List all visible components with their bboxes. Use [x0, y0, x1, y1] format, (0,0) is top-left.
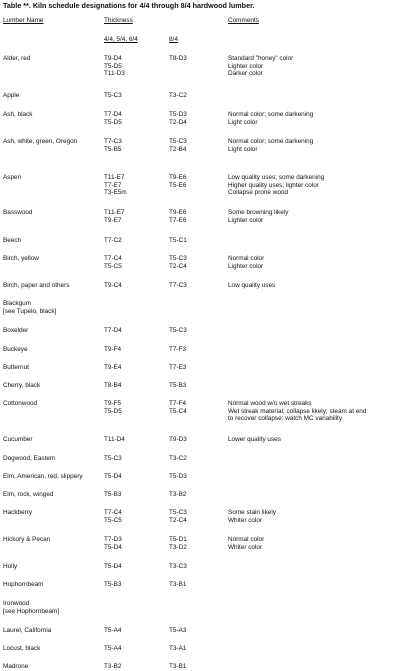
header-lumber-name: Lumber Name	[3, 17, 44, 24]
thick-schedule-cell	[169, 491, 186, 499]
lumber-name-cell-line: Hophornbeam	[3, 581, 44, 588]
thick-schedule-cell	[169, 138, 187, 153]
thin-schedule-cell	[104, 581, 121, 589]
thick-schedule-cell	[169, 455, 187, 463]
thick-schedule-cell-line: T9-E6	[169, 209, 187, 216]
thin-schedule-cell-line: T8-B4	[104, 382, 122, 389]
thin-schedule-cell-line: T11-E7	[104, 209, 125, 216]
lumber-name-cell	[3, 174, 21, 182]
comments-cell-line: Low quality uses; some darkening	[228, 174, 325, 181]
thin-schedule-cell-line: T5-D5	[104, 62, 122, 70]
thick-schedule-cell-line: T5-C4	[169, 407, 187, 415]
thin-schedule-cell-line: T5-A4	[104, 645, 122, 652]
lumber-name-cell	[3, 600, 59, 615]
thick-schedule-cell-line: T5-A3	[169, 627, 187, 634]
lumber-name-cell-line: [see Tupelo, black]	[3, 307, 57, 315]
lumber-name-cell-line: Madrone	[3, 663, 29, 670]
comments-cell	[228, 55, 293, 78]
lumber-name-cell-line: Hackberry	[3, 509, 33, 516]
thick-schedule-cell	[169, 255, 187, 270]
thin-schedule-cell	[104, 473, 122, 481]
thin-schedule-cell	[104, 138, 122, 153]
comments-cell-line: Standard "honey" color	[228, 55, 294, 62]
comments-cell-line: Normal color	[228, 255, 265, 262]
comments-cell-line: Normal color; some darkening	[228, 138, 314, 145]
thin-schedule-cell-line: T5-D5	[104, 118, 122, 126]
thick-schedule-cell	[169, 473, 187, 481]
table-title: Table **. Kiln schedule designations for 4/4 through 8/4 hardwood lumber.	[3, 1, 255, 10]
comments-cell-line: Light color	[228, 118, 258, 126]
thick-schedule-cell	[169, 436, 187, 444]
lumber-name-cell-line: Laurel, California	[3, 627, 52, 634]
thin-schedule-cell-line: T7-D3	[104, 536, 122, 543]
lumber-name-cell	[3, 111, 32, 119]
comments-cell-line: Normal color; some darkening	[228, 111, 314, 118]
thick-schedule-cell-line: T7-F3	[169, 346, 187, 353]
thin-schedule-cell	[104, 663, 121, 671]
lumber-name-cell	[3, 581, 44, 589]
thick-schedule-cell-line: T5-C1	[169, 237, 187, 244]
thin-schedule-cell-line: T5-C3	[104, 92, 122, 99]
lumber-name-cell-line: Aspen	[3, 174, 22, 181]
lumber-name-cell	[3, 92, 19, 100]
comments-cell-line: Lighter color	[228, 262, 264, 270]
lumber-name-cell	[3, 509, 32, 517]
comments-cell	[228, 509, 276, 524]
thick-schedule-cell-line: T5-D3	[169, 111, 187, 118]
comments-cell	[228, 174, 324, 197]
lumber-name-cell-line: Boxelder	[3, 327, 29, 334]
thick-schedule-cell-line: T2-C4	[169, 516, 187, 524]
thin-schedule-cell-line: T7-C3	[104, 138, 122, 145]
comments-cell-line: Higher quality uses; lighter color	[228, 181, 319, 189]
comments-cell-line: Collapse prone wood	[228, 189, 289, 197]
lumber-name-cell	[3, 382, 40, 390]
thin-schedule-cell	[104, 627, 121, 635]
thin-schedule-cell	[104, 237, 122, 245]
subheader-thick: 8/4	[169, 36, 178, 43]
lumber-name-cell-line: Hickory & Pecan	[3, 536, 51, 543]
thick-schedule-cell-line: T2-D4	[169, 118, 187, 126]
thin-schedule-cell-line: T7-D4	[104, 327, 122, 334]
thick-schedule-cell-line: T9-D3	[169, 436, 187, 443]
thin-schedule-cell-line: T9-F4	[104, 346, 122, 353]
thick-schedule-cell-line: T3-C3	[169, 563, 187, 570]
thin-schedule-cell	[104, 400, 122, 415]
thick-schedule-cell-line: T5-C3	[169, 138, 187, 145]
thick-schedule-cell	[169, 627, 186, 635]
thin-schedule-cell	[104, 455, 122, 463]
thin-schedule-cell	[104, 209, 124, 224]
thick-schedule-cell-line: T2-B4	[169, 145, 187, 153]
thin-schedule-cell	[104, 255, 122, 270]
thick-schedule-cell	[169, 237, 187, 245]
lumber-name-cell-line: Ash, black	[3, 111, 33, 118]
thick-schedule-cell-line: T8-D3	[169, 55, 187, 62]
lumber-name-cell	[3, 455, 56, 463]
thin-schedule-cell	[104, 174, 127, 197]
lumber-name-cell	[3, 138, 77, 146]
lumber-name-cell	[3, 255, 39, 263]
comments-cell-line: Whiter color	[228, 516, 263, 524]
thick-schedule-cell-line: T5-D3	[169, 473, 187, 480]
lumber-name-cell-line: Dogwood, Eastern	[3, 455, 56, 462]
comments-cell-line: Normal color	[228, 536, 265, 543]
lumber-name-cell	[3, 346, 28, 354]
thick-schedule-cell	[169, 645, 186, 653]
thick-schedule-cell-line: T5-C3	[169, 509, 187, 516]
thick-schedule-cell-line: T3-D2	[169, 543, 187, 551]
thin-schedule-cell	[104, 55, 125, 78]
comments-cell	[228, 111, 313, 126]
thick-schedule-cell	[169, 174, 186, 189]
thick-schedule-cell-line: T5-C3	[169, 327, 187, 334]
thick-schedule-cell	[169, 563, 187, 571]
thin-schedule-cell	[104, 491, 121, 499]
comments-cell-line: Lighter color	[228, 62, 264, 70]
lumber-name-cell-line: Birch, paper and others	[3, 282, 70, 289]
thick-schedule-cell-line: T9-E6	[169, 174, 187, 181]
thin-schedule-cell	[104, 92, 122, 100]
thin-schedule-cell	[104, 509, 122, 524]
comments-cell-line: Lighter color	[228, 216, 264, 224]
lumber-name-cell	[3, 536, 50, 544]
thin-schedule-cell-line: T7-D4	[104, 111, 122, 118]
thick-schedule-cell-line: T3-B1	[169, 663, 187, 670]
comments-cell	[228, 436, 281, 444]
comments-cell	[228, 282, 275, 290]
lumber-name-cell	[3, 436, 32, 444]
comments-cell-line: Whiter color	[228, 543, 263, 551]
thick-schedule-cell-line: T2-C4	[169, 262, 187, 270]
comments-cell-line: Some stain likely	[228, 509, 276, 516]
thick-schedule-cell-line: T3-A1	[169, 645, 187, 652]
thick-schedule-cell	[169, 364, 186, 372]
lumber-name-cell-line: [see Hophornbeam]	[3, 607, 60, 615]
comments-cell-line: Normal wood w/o wet streaks	[228, 400, 312, 407]
thin-schedule-cell	[104, 346, 121, 354]
thin-schedule-cell	[104, 563, 122, 571]
thin-schedule-cell-line: T9-E7	[104, 216, 122, 224]
lumber-name-cell	[3, 282, 69, 290]
thin-schedule-cell-line: T5-D4	[104, 563, 122, 570]
thin-schedule-cell-line: T7-C4	[104, 255, 122, 262]
lumber-name-cell-line: Birch, yellow	[3, 255, 39, 262]
thick-schedule-cell-line: T3-B2	[169, 491, 187, 498]
comments-cell	[228, 536, 264, 551]
comments-cell-line: Low quality uses	[228, 282, 276, 289]
thick-schedule-cell-line: T7-C3	[169, 282, 187, 289]
thin-schedule-cell-line: T5-B3	[104, 491, 122, 498]
thick-schedule-cell	[169, 382, 186, 390]
thin-schedule-cell-line: T9-D4	[104, 55, 122, 62]
lumber-name-cell	[3, 627, 51, 635]
lumber-name-cell	[3, 491, 53, 499]
thick-schedule-cell	[169, 55, 187, 63]
thick-schedule-cell-line: T5-B3	[169, 382, 187, 389]
lumber-name-cell	[3, 209, 33, 217]
thin-schedule-cell-line: T11-E7	[104, 174, 125, 181]
comments-cell	[228, 255, 264, 270]
comments-cell-line: Darker color	[228, 70, 263, 78]
lumber-name-cell-line: Elm, American, red, slippery	[3, 473, 83, 480]
lumber-name-cell-line: Ash, white, green, Oregon	[3, 138, 78, 145]
thick-schedule-cell	[169, 209, 186, 224]
thin-schedule-cell-line: T5-D4	[104, 473, 122, 480]
thin-schedule-cell-line: T3-E5m	[104, 189, 127, 197]
lumber-name-cell	[3, 563, 17, 571]
comments-cell-line: Lower quality uses	[228, 436, 281, 443]
thick-schedule-cell-line: T3-B1	[169, 581, 187, 588]
lumber-name-cell-line: Buckeye	[3, 346, 28, 353]
thin-schedule-cell-line: T5-D5	[104, 407, 122, 415]
thick-schedule-cell	[169, 536, 187, 551]
lumber-name-cell	[3, 55, 30, 63]
thick-schedule-cell	[169, 509, 187, 524]
comments-cell	[228, 400, 366, 423]
thin-schedule-cell	[104, 282, 122, 290]
thick-schedule-cell	[169, 327, 187, 335]
lumber-name-cell-line: Butternut	[3, 364, 29, 371]
thin-schedule-cell-line: T9-E4	[104, 364, 122, 371]
header-comments: Comments	[228, 17, 259, 24]
thick-schedule-cell-line: T7-F4	[169, 400, 187, 407]
thick-schedule-cell	[169, 282, 187, 290]
thin-schedule-cell-line: T3-B2	[104, 663, 122, 670]
comments-cell-line: Wet streak material; collapse likely; steam at end	[228, 407, 367, 415]
lumber-name-cell	[3, 663, 28, 671]
thin-schedule-cell-line: T7-E7	[104, 181, 122, 189]
lumber-name-cell	[3, 364, 29, 372]
lumber-name-cell	[3, 327, 28, 335]
lumber-name-cell-line: Ironwood	[3, 600, 30, 607]
thin-schedule-cell-line: T11-D4	[104, 436, 125, 443]
lumber-name-cell-line: Alder, red	[3, 55, 31, 62]
thin-schedule-cell	[104, 536, 122, 551]
lumber-name-cell-line: Holly	[3, 563, 18, 570]
thick-schedule-cell	[169, 111, 187, 126]
thin-schedule-cell	[104, 327, 122, 335]
thin-schedule-cell	[104, 645, 121, 653]
thin-schedule-cell-line: T5-C5	[104, 262, 122, 270]
comments-cell-line: to recover collapse; watch MC variability	[228, 415, 343, 423]
thin-schedule-cell-line: T5-B5	[104, 145, 122, 153]
thick-schedule-cell-line: T5-D1	[169, 536, 187, 543]
thick-schedule-cell-line: T7-E6	[169, 216, 187, 224]
lumber-name-cell-line: Cucumber	[3, 436, 33, 443]
thin-schedule-cell-line: T5-A4	[104, 627, 122, 634]
thin-schedule-cell-line: T5-C3	[104, 455, 122, 462]
subheader-thin: 4/4, 5/4, 6/4	[104, 36, 138, 43]
lumber-name-cell	[3, 645, 40, 653]
thin-schedule-cell-line: T5-B3	[104, 581, 122, 588]
lumber-name-cell-line: Apple	[3, 92, 20, 99]
thin-schedule-cell-line: T7-C4	[104, 509, 122, 516]
thick-schedule-cell-line: T7-E3	[169, 364, 187, 371]
lumber-name-cell-line: Cottonwood	[3, 400, 38, 407]
lumber-name-cell	[3, 300, 56, 315]
thick-schedule-cell	[169, 346, 186, 354]
lumber-name-cell-line: Blackgum	[3, 300, 32, 307]
thin-schedule-cell-line: T5-C5	[104, 516, 122, 524]
thick-schedule-cell	[169, 581, 186, 589]
thin-schedule-cell-line: T5-D4	[104, 543, 122, 551]
comments-cell-line: Some browning likely	[228, 209, 289, 216]
thin-schedule-cell-line: T11-D3	[104, 70, 125, 78]
thick-schedule-cell-line: T3-C2	[169, 455, 187, 462]
comments-cell-line: Light color	[228, 145, 258, 153]
thick-schedule-cell	[169, 92, 187, 100]
lumber-name-cell	[3, 473, 83, 481]
thin-schedule-cell-line: T9-F5	[104, 400, 122, 407]
lumber-name-cell-line: Basswood	[3, 209, 33, 216]
thick-schedule-cell	[169, 400, 187, 415]
thin-schedule-cell	[104, 364, 121, 372]
lumber-name-cell	[3, 400, 37, 408]
thick-schedule-cell-line: T5-E6	[169, 181, 187, 189]
thick-schedule-cell	[169, 663, 186, 671]
lumber-name-cell-line: Cherry, black	[3, 382, 41, 389]
thin-schedule-cell	[104, 436, 125, 444]
header-thickness: Thickness	[104, 17, 133, 24]
thin-schedule-cell	[104, 382, 121, 390]
lumber-name-cell-line: Elm, rock, winged	[3, 491, 54, 498]
thin-schedule-cell-line: T7-C2	[104, 237, 122, 244]
lumber-name-cell	[3, 237, 21, 245]
lumber-name-cell-line: Beech	[3, 237, 22, 244]
lumber-name-cell-line: Locust, black	[3, 645, 41, 652]
comments-cell	[228, 209, 288, 224]
thick-schedule-cell-line: T5-C3	[169, 255, 187, 262]
thin-schedule-cell-line: T9-C4	[104, 282, 122, 289]
thin-schedule-cell	[104, 111, 122, 126]
thick-schedule-cell-line: T3-C2	[169, 92, 187, 99]
comments-cell	[228, 138, 313, 153]
